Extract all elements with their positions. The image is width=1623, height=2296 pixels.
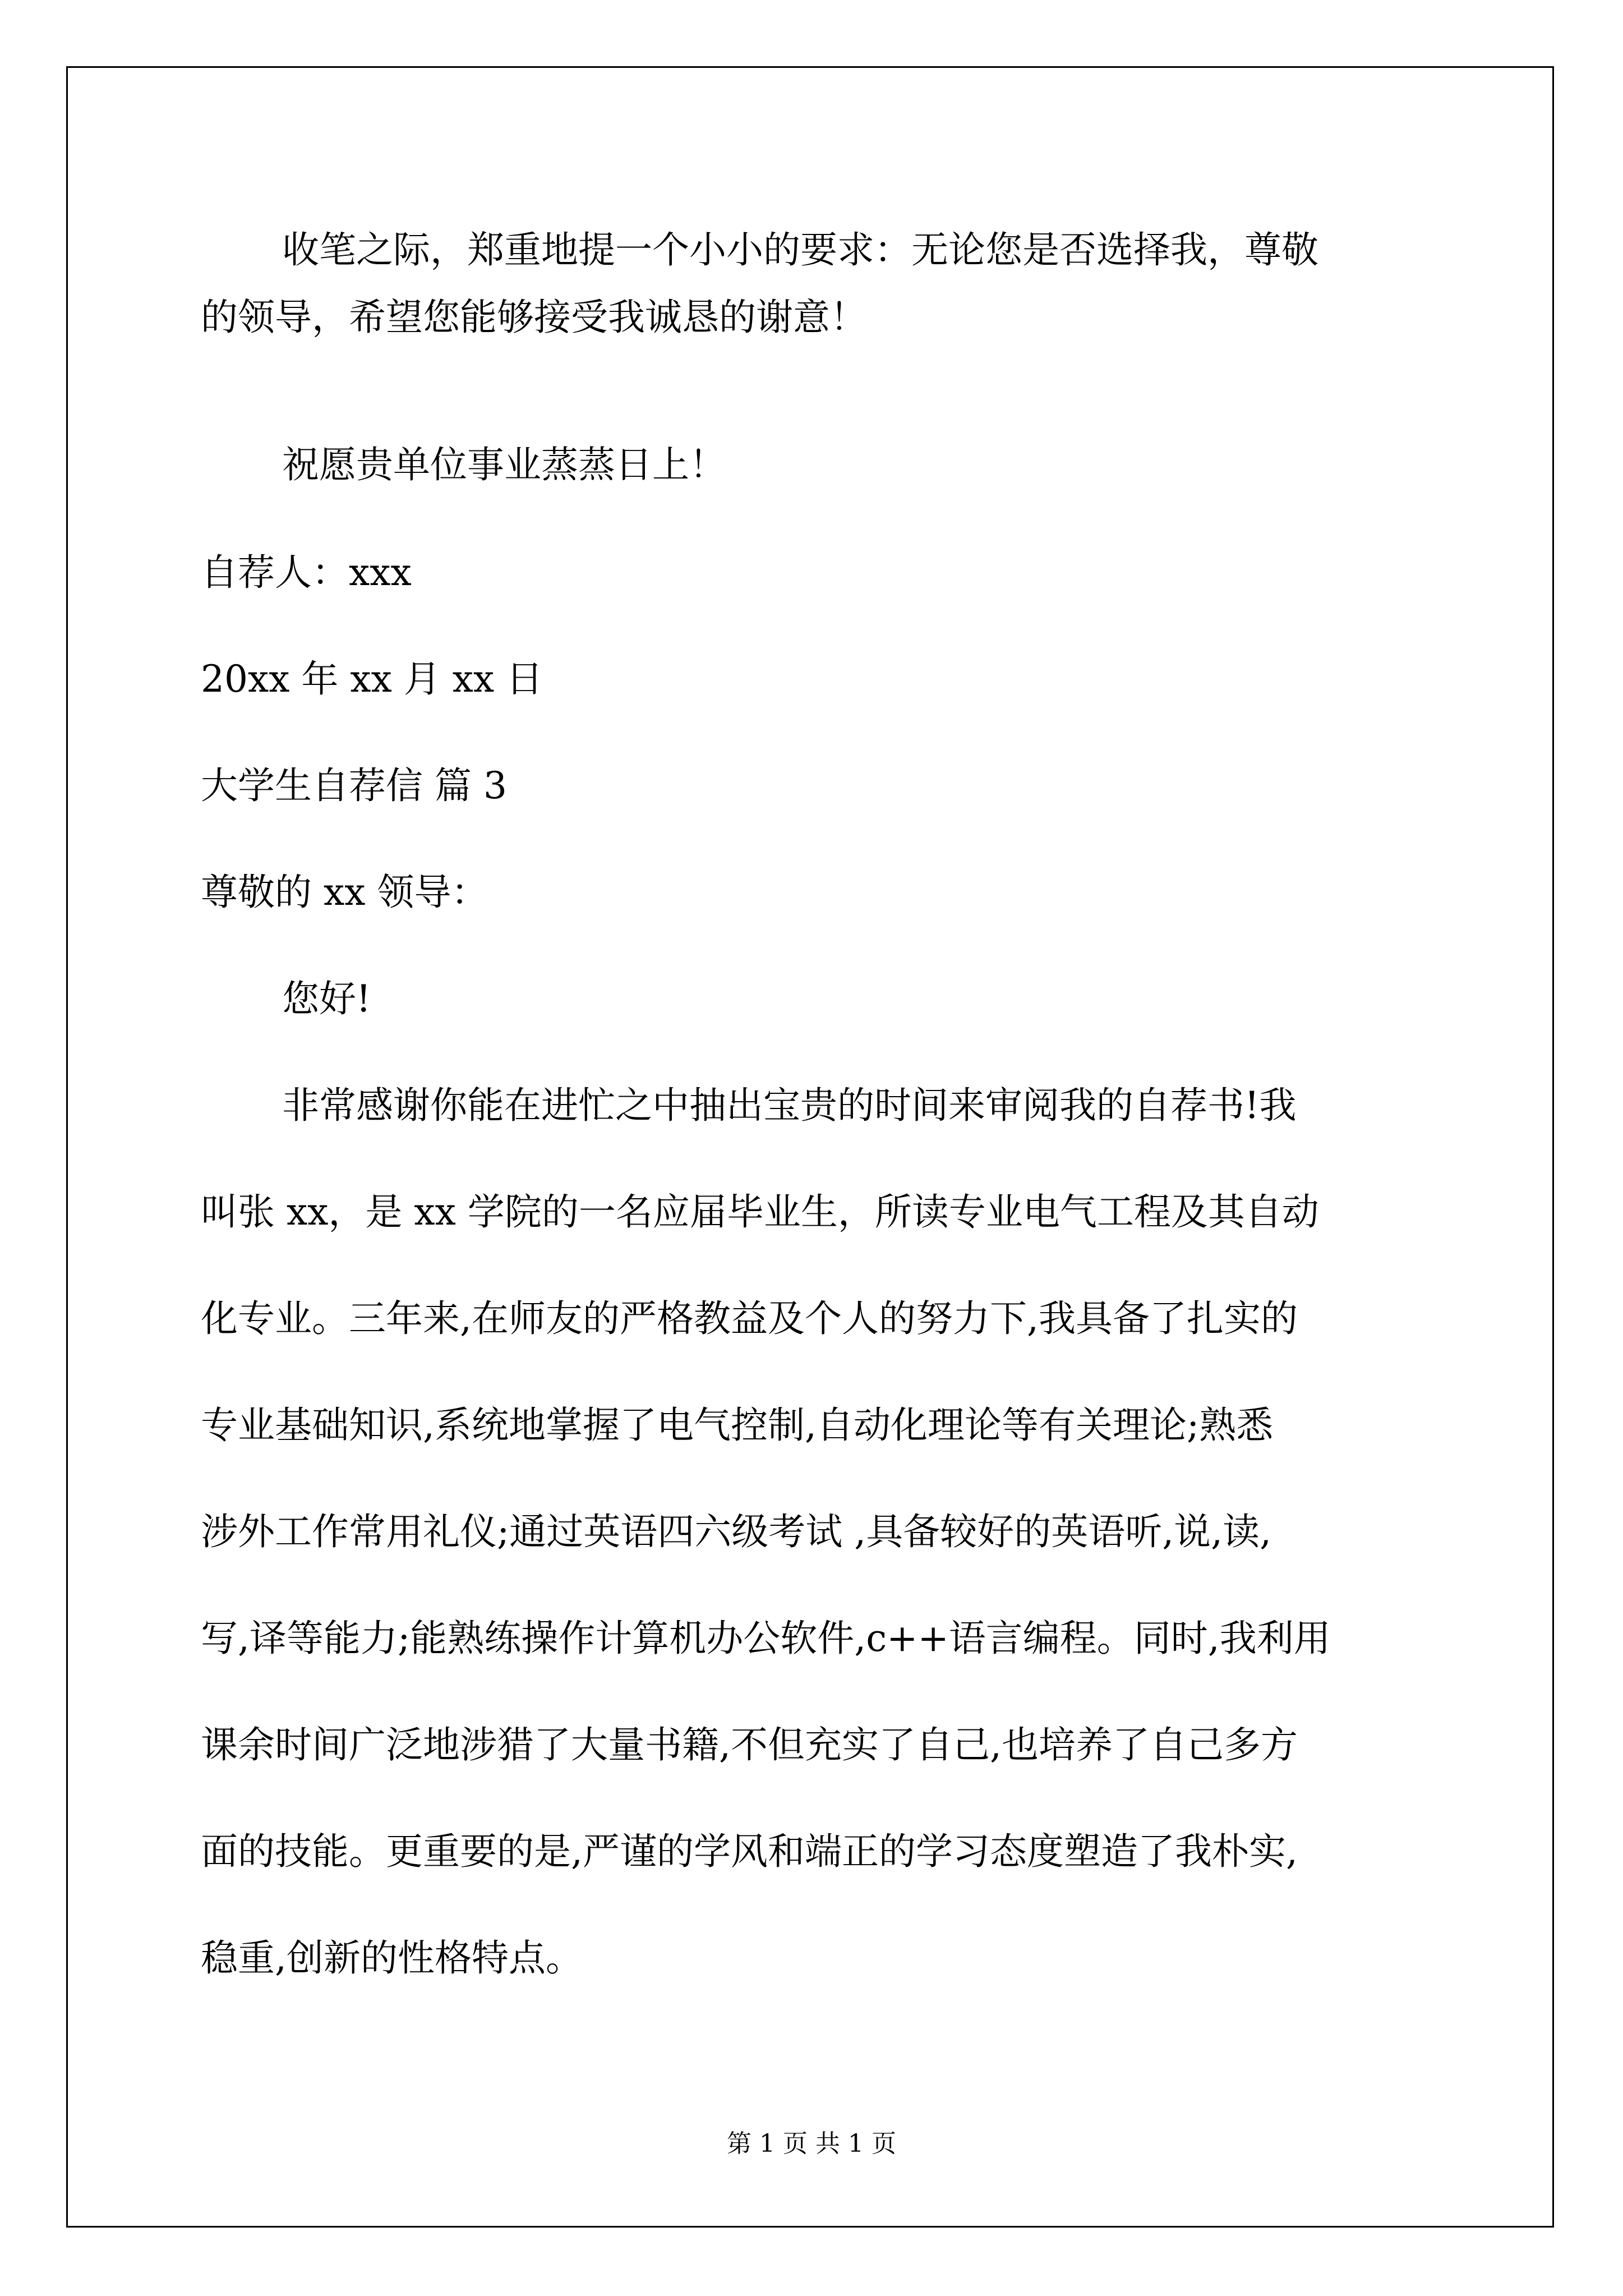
main-line-5: 涉外工作常用礼仪;通过英语四六级考试 ,具备较好的英语听,说,读, <box>201 1510 1272 1553</box>
closing-line-1: 收笔之际，郑重地提一个小小的要求：无论您是否选择我，尊敬 <box>282 228 1318 272</box>
greeting-line: 您好! <box>282 977 371 1020</box>
closing-line-2: 的领导，希望您能够接受我诚恳的谢意！ <box>201 296 867 339</box>
main-line-1: 非常感谢你能在进忙之中抽出宝贵的时间来审阅我的自荐书!我 <box>282 1084 1297 1127</box>
wish-line: 祝愿贵单位事业蒸蒸日上！ <box>282 443 726 486</box>
main-line-6: 写,译等能力;能熟练操作计算机办公软件,c++语言编程。同时,我利用 <box>201 1617 1331 1660</box>
salutation-line: 尊敬的 xx 领导： <box>201 871 488 914</box>
page-footer: 第 1 页 共 1 页 <box>727 2129 896 2158</box>
main-line-4: 专业基础知识,系统地掌握了电气控制,自动化理论等有关理论;熟悉 <box>201 1404 1274 1447</box>
main-line-8: 面的技能。更重要的是,严谨的学风和端正的学习态度塑造了我朴实, <box>201 1830 1298 1873</box>
main-line-3: 化专业。三年来,在师友的严格教益及个人的努力下,我具备了扎实的 <box>201 1297 1298 1340</box>
section-title: 大学生自荐信 篇 3 <box>201 764 507 807</box>
main-line-2: 叫张 xx，是 xx 学院的一名应届毕业生，所读专业电气工程及其自动 <box>201 1190 1319 1234</box>
main-line-9: 稳重,创新的性格特点。 <box>201 1936 583 1980</box>
recommender-line: 自荐人：xxx <box>201 551 412 594</box>
main-line-7: 课余时间广泛地涉猎了大量书籍,不但充实了自己,也培养了自己多方 <box>201 1723 1298 1766</box>
page-border <box>66 66 1554 2228</box>
date-line: 20xx 年 xx 月 xx 日 <box>201 657 543 701</box>
